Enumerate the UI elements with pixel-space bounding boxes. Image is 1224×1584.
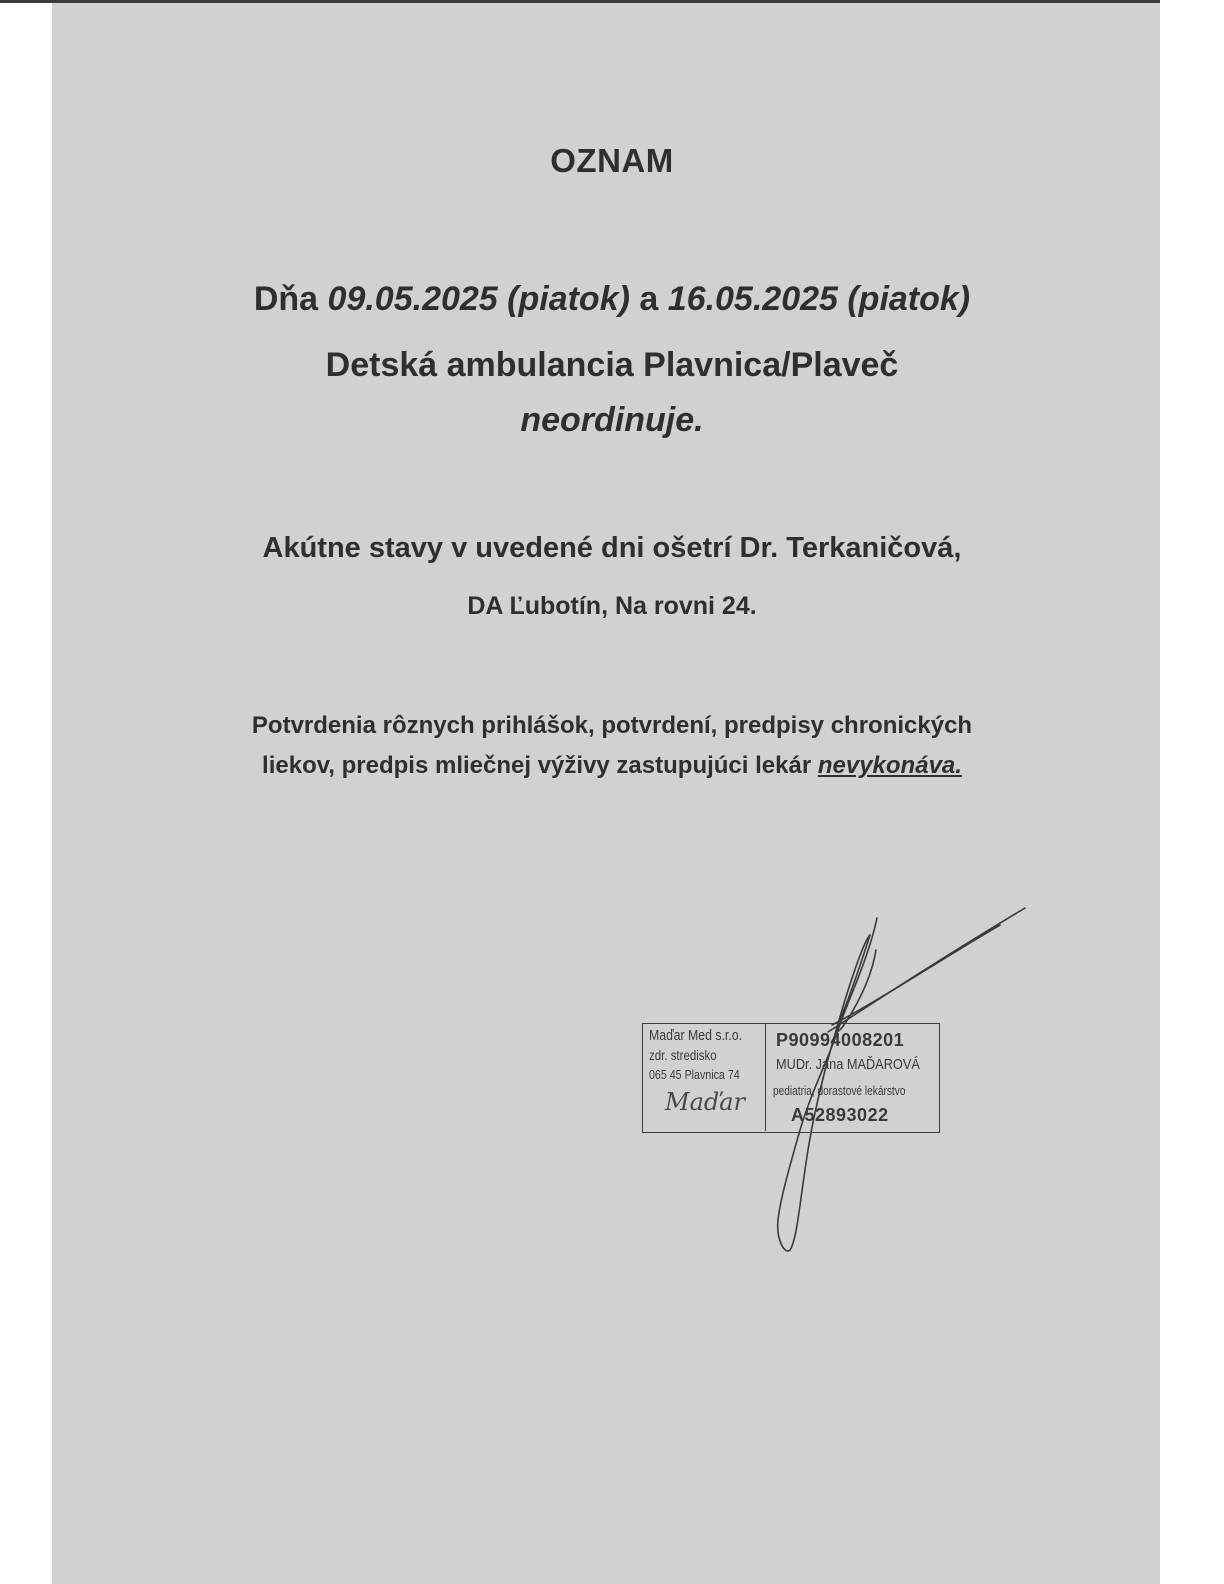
date-second: 16.05.2025 (piatok) [667, 280, 971, 318]
dates-prefix: Dňa [253, 280, 328, 318]
stamp-id: A52893022 [791, 1105, 889, 1125]
notice-title: OZNAM [550, 142, 674, 179]
date-first: 09.05.2025 (piatok) [327, 280, 630, 318]
stamp-logo: Maďar [665, 1088, 746, 1116]
acute-care-line: Akútne stavy v uvedené dni ošetrí Dr. Terkaničová, [262, 532, 962, 564]
stamp-doctor-name: MUDr. Jana MAĎAROVÁ [776, 1056, 920, 1073]
stamp-code: P90994008201 [776, 1030, 905, 1050]
stamp-center: zdr. stredisko [649, 1047, 717, 1063]
not-open-line: neordinuje. [520, 401, 704, 439]
stamp-company: Maďar Med s.r.o. [649, 1027, 743, 1044]
note-emphasis: nevykonáva. [817, 752, 962, 779]
note-line-2-text: liekov, predpis mliečnej výživy zastupujúci lekár [262, 752, 818, 779]
note-line-1: Potvrdenia rôznych prihlášok, potvrdení, predpisy chronických [251, 712, 973, 739]
stamp-address: 065 45 Plavnica 74 [649, 1067, 740, 1082]
clinic-line: Detská ambulancia Plavnica/Plaveč [325, 346, 899, 384]
stamp-specialty: pediatria, dorastové lekárstvo [773, 1083, 906, 1098]
dates-connector: a [629, 280, 668, 318]
substitute-address: DA Ľubotín, Na rovni 24. [467, 592, 757, 620]
